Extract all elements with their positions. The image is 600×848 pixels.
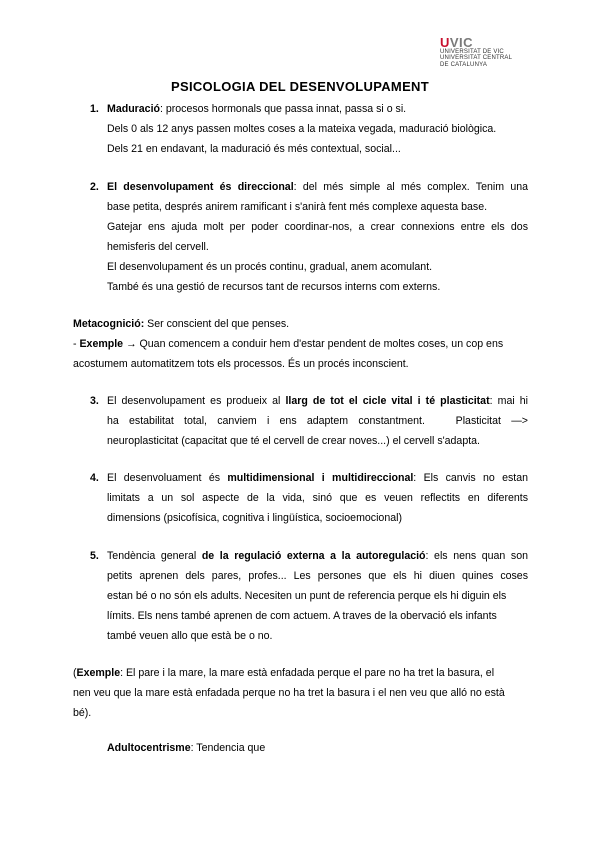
item-1-heading [107,99,528,119]
logo-mark [440,36,560,49]
item-3-lead: llarg de tot el cicle vital i té plasticitat [285,395,490,407]
university-logo [440,36,560,68]
item-5-line-2: estan bé o no són els adults. Necesiten un punt de referencia perque els hi diguin els [107,590,507,602]
item-5-lead: de la regulació externa a la autoregulació [201,550,426,562]
item-5 [107,546,528,646]
item-3-pre: El desenvolupament es produeix al [107,395,286,407]
item-5-line-4: també veuen allo que està be o no. [107,630,273,642]
item-4 [107,468,528,528]
item-1-number: 1. [90,103,99,115]
item-4-line-2: dimensions (psicofísica, cognitiva i lingüística, socioemocional) [107,512,402,524]
item-3 [107,391,528,451]
logo-line-3: DE CATALUNYA [440,61,488,68]
item-2-line-2: Gatejar ens ajuda molt per poder coordinar-nos, a crear connexions entre els dos [107,221,528,233]
item-4-heading [107,468,528,488]
item-3-line-1: ha estabilitat total, canviem i ens adaptem constantment. Plasticitat —> [107,415,528,427]
metacognicio-section [73,314,528,374]
metacognicio-rest: Ser conscient del que penses. [144,318,290,330]
metacognicio-example [73,334,528,354]
adultocentrisme-section [107,738,528,758]
metacognicio-heading [73,314,528,334]
item-2-line-1: base petita, després anirem ramificant i s'anirà fent més complexe aquesta base. [107,201,488,213]
item-5-pre: Tendència general [107,550,202,562]
item-5-heading [107,546,528,566]
item-4-rest: : Els canvis no estan [413,472,528,484]
exemple-line-3: bé). [73,707,92,719]
item-3-rest: : mai hi [489,395,528,407]
exemple-line-1 [73,663,528,683]
logo-line-1: UNIVERSITAT DE VIC [440,49,504,55]
item-2-heading [107,177,528,197]
adultocentrisme-lead: Adultocentrisme [107,742,191,754]
item-1 [107,99,528,159]
item-4-line-1: limitats a un sol aspecte de la vida, sinó que es veuen reflectits en diferents [107,492,528,504]
metacognicio-line-2: acostumem automatitzem tots els processos. És un procés inconscient. [73,358,409,370]
item-1-lead: Maduració [107,103,160,115]
item-4-pre: El desenvoluament és [107,472,228,484]
logo-vic: VIC [449,35,474,50]
item-3-number: 3. [90,395,99,407]
item-4-number: 4. [90,472,99,484]
adultocentrisme-line [107,738,528,758]
exemple-lead: Exemple [76,667,121,679]
item-2-line-4: El desenvolupament és un procés continu, gradual, anem acomulant. [107,261,433,273]
item-3-line-2: neuroplasticitat (capacitat que té el cervell de crear noves...) el cervell s'adapta. [107,435,480,447]
item-2-line-5: També és una gestió de recursos tant de recursos interns com externs. [107,281,441,293]
item-2-rest: : del més simple al més complex. Tenim una [293,181,528,193]
item-1-line-1: Dels 0 als 12 anys passen moltes coses a la mateixa vegada, maduració biològica. [107,123,497,135]
item-5-number: 5. [90,550,99,562]
item-5-rest: : els nens quan son [425,550,528,562]
item-2 [107,177,528,297]
page-title: PSICOLOGIA DEL DESENVOLUPAMENT [171,79,429,94]
item-5-line-3: límits. Els nens també aprenen de com actuem. A traves de la obervació els infants [107,610,497,622]
item-5-line-1: petits aprenen dels pares, profes... Les persones que els hi diuen quines coses [107,570,528,582]
exemple-paragraph [73,663,528,723]
adultocentrisme-rest: : Tendencia que [190,742,266,754]
metacognicio-example-rest: → Quan comencem a conduir hem d'estar pendent de moltes coses, un cop ens [123,338,504,350]
item-1-line-2: Dels 21 en endavant, la maduració és més contextual, social... [107,143,401,155]
exemple-open-paren: ( [73,667,77,679]
metacognicio-example-lead: Exemple [79,338,124,350]
item-1-rest: : procesos hormonals que passa innat, passa si o si. [159,103,407,115]
exemple-line-2: nen veu que la mare està enfadada perque no ha tret la basura i el nen veu que alló no està [73,687,505,699]
metacognicio-example-prefix: - [73,338,80,350]
logo-u: U [440,35,450,50]
logo-line-2: UNIVERSITAT CENTRAL [440,55,513,62]
item-2-line-3: hemisferis del cervell. [107,241,209,253]
item-2-lead: El desenvolupament és direccional [107,181,294,193]
item-2-number: 2. [90,181,99,193]
metacognicio-lead: Metacognició: [73,318,145,330]
exemple-line-1-rest: : El pare i la mare, la mare està enfadada perque el pare no ha tret la basura, el [120,667,495,679]
item-3-heading [107,391,528,411]
item-4-lead: multidimensional i multidireccional [227,472,414,484]
